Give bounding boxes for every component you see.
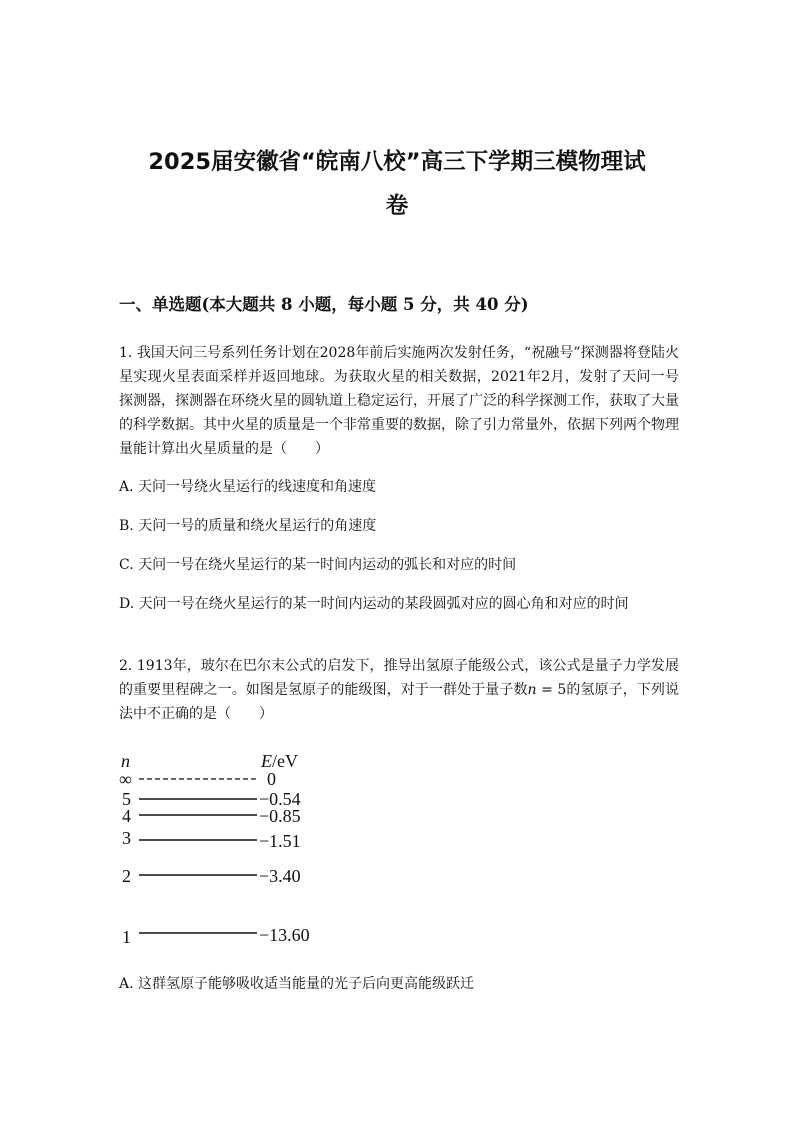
level-n-4: 4 [122, 806, 131, 826]
question-1-option-c: C. 天问一号在绕火星运行的某一时间内运动的弧长和对应的时间 [119, 557, 517, 573]
level-energy-infinity: 0 [267, 769, 276, 789]
energy-var: E [261, 751, 272, 771]
level-energy-4: −0.85 [259, 806, 301, 826]
energy-level-diagram [115, 745, 345, 950]
level-n-infinity: ∞ [119, 769, 132, 789]
level-energy-2: −3.40 [259, 866, 301, 886]
section-heading: 一、单选题(本大题共 8 小题，每小题 5 分，共 40 分) [119, 295, 529, 314]
question-2-stem [119, 654, 679, 726]
level-energy-1: −13.60 [259, 925, 310, 945]
title-line-1: 2025届安徽省“皖南八校”高三下学期三模物理试 [148, 149, 646, 175]
question-2-option-a: A. 这群氢原子能够吸收适当能量的光子后向更高能级跃迁 [119, 976, 475, 992]
quantum-number-var: n [527, 682, 537, 698]
energy-axis-label [260, 751, 298, 771]
title-line-2: 卷 [385, 193, 409, 219]
level-energy-3: −1.51 [259, 831, 301, 851]
document-title [60, 140, 734, 228]
level-n-5: 5 [122, 789, 131, 809]
question-1-option-a: A. 天问一号绕火星运行的线速度和角速度 [119, 479, 377, 495]
question-1-option-d: D. 天问一号在绕火星运行的某一时间内运动的某段圆弧对应的圆心角和对应的时间 [119, 596, 629, 612]
question-2-text: 2. 1913年，玻尔在巴尔末公式的启发下，推导出氢原子能级公式，该公式是量子力学发展的重要里程碑之一。如图是氢原子的能级图，对于一群处于量子数 [119, 658, 679, 698]
level-energy-5: −0.54 [259, 789, 301, 809]
level-n-1: 1 [122, 927, 131, 947]
energy-unit: /eV [272, 751, 298, 771]
question-1-stem: 1. 我国天问三号系列任务计划在2028年前后实施两次发射任务，“祝融号”探测器将登陆火星实现火星表面采样并返回地球。为获取火星的相关数据，2021年2月，发射了天问一号探测器，探测器在环绕火星的圆轨道上稳定运行，开展了广泛的科学探测工作，获取了大量的科学数据。其中火星的质量是一个非常重要的数据，除了引力常量外，依据下列两个物理量能计算出火星质量的是（ ） [119, 345, 679, 457]
question-2-text-end: = 5的氢原子，下列说法中不正确的是（ ） [119, 682, 679, 722]
question-1-option-b: B. 天问一号的质量和绕火星运行的角速度 [119, 518, 377, 534]
level-n-2: 2 [122, 866, 131, 886]
level-n-3: 3 [122, 828, 131, 848]
n-axis-label: n [121, 751, 130, 771]
